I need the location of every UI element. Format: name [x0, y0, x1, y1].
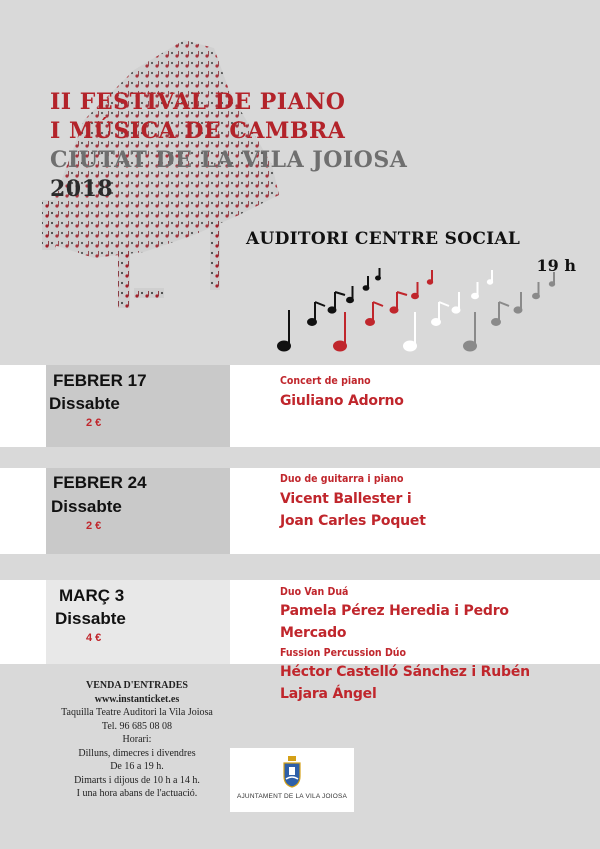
- festival-title: [50, 88, 407, 204]
- event-1-type: Concert de piano: [280, 375, 371, 387]
- ticket-phone: Tel. 96 685 08 08: [101, 720, 173, 732]
- coat-of-arms-icon: [282, 756, 302, 788]
- event-3-date: MARÇ 3: [59, 586, 125, 605]
- town-hall-caption: AJUNTAMENT DE LA VILA JOIOSA: [236, 793, 348, 800]
- event-3-price: 4 €: [86, 632, 102, 644]
- event-2-date-box: [46, 468, 230, 554]
- event-2-performer-1: Vicent Ballester i: [280, 491, 412, 507]
- title-line-1: II FESTIVAL DE PIANO: [50, 89, 346, 115]
- ticket-info: [28, 679, 246, 801]
- ticket-website: www.instanticket.es: [94, 693, 180, 705]
- ticket-hours-3: Dimarts i dijous de 10 h a 14 h.: [74, 774, 200, 786]
- event-1-date: FEBRER 17: [53, 371, 147, 390]
- event-1-price: 2 €: [86, 417, 102, 429]
- ticket-hours-2: De 16 a 19 h.: [110, 761, 164, 772]
- event-2-price: 2 €: [86, 520, 102, 532]
- event-3-performer-3: Héctor Castelló Sánchez i Rubén: [280, 664, 530, 680]
- event-2-day: Dissabte: [51, 497, 122, 516]
- event-3-type-2: Fussion Percussion Dúo: [280, 647, 407, 659]
- ticket-hours-4: I una hora abans de l'actuació.: [76, 788, 198, 799]
- event-3-performer-4: Lajara Ángel: [280, 686, 377, 702]
- event-3-type: Duo Van Duá: [280, 586, 349, 598]
- event-3-day: Dissabte: [55, 609, 126, 628]
- event-3-performer-1: Pamela Pérez Heredia i Pedro: [280, 603, 509, 619]
- event-3-date-box: [46, 580, 230, 664]
- venue-label: AUDITORI CENTRE SOCIAL: [246, 229, 521, 249]
- ticket-hours-label: Horari:: [122, 734, 152, 745]
- event-1-performer: Giuliano Adorno: [280, 393, 404, 409]
- title-line-3: CIUTAT DE LA VILA JOIOSA: [50, 147, 408, 173]
- event-1-date-box: [46, 365, 230, 447]
- town-hall-logo: [230, 748, 354, 812]
- time-label: 19 h: [536, 256, 576, 275]
- title-year: 2018: [50, 176, 114, 202]
- title-line-2: I MÚSICA DE CAMBRA: [50, 118, 346, 144]
- event-2-date: FEBRER 24: [53, 473, 147, 492]
- event-3-performer-2: Mercado: [280, 625, 347, 641]
- ticket-hours-1: Dilluns, dimecres i divendres: [78, 747, 196, 759]
- event-2-type: Duo de guitarra i piano: [280, 473, 404, 485]
- music-notes-icon: [270, 262, 570, 357]
- ticket-box-office: Taquilla Teatre Auditori la Vila Joiosa: [61, 707, 213, 718]
- event-2-performer-2: Joan Carles Poquet: [280, 513, 426, 529]
- ticket-heading: VENDA D'ENTRADES: [86, 680, 188, 691]
- event-1-day: Dissabte: [49, 394, 120, 413]
